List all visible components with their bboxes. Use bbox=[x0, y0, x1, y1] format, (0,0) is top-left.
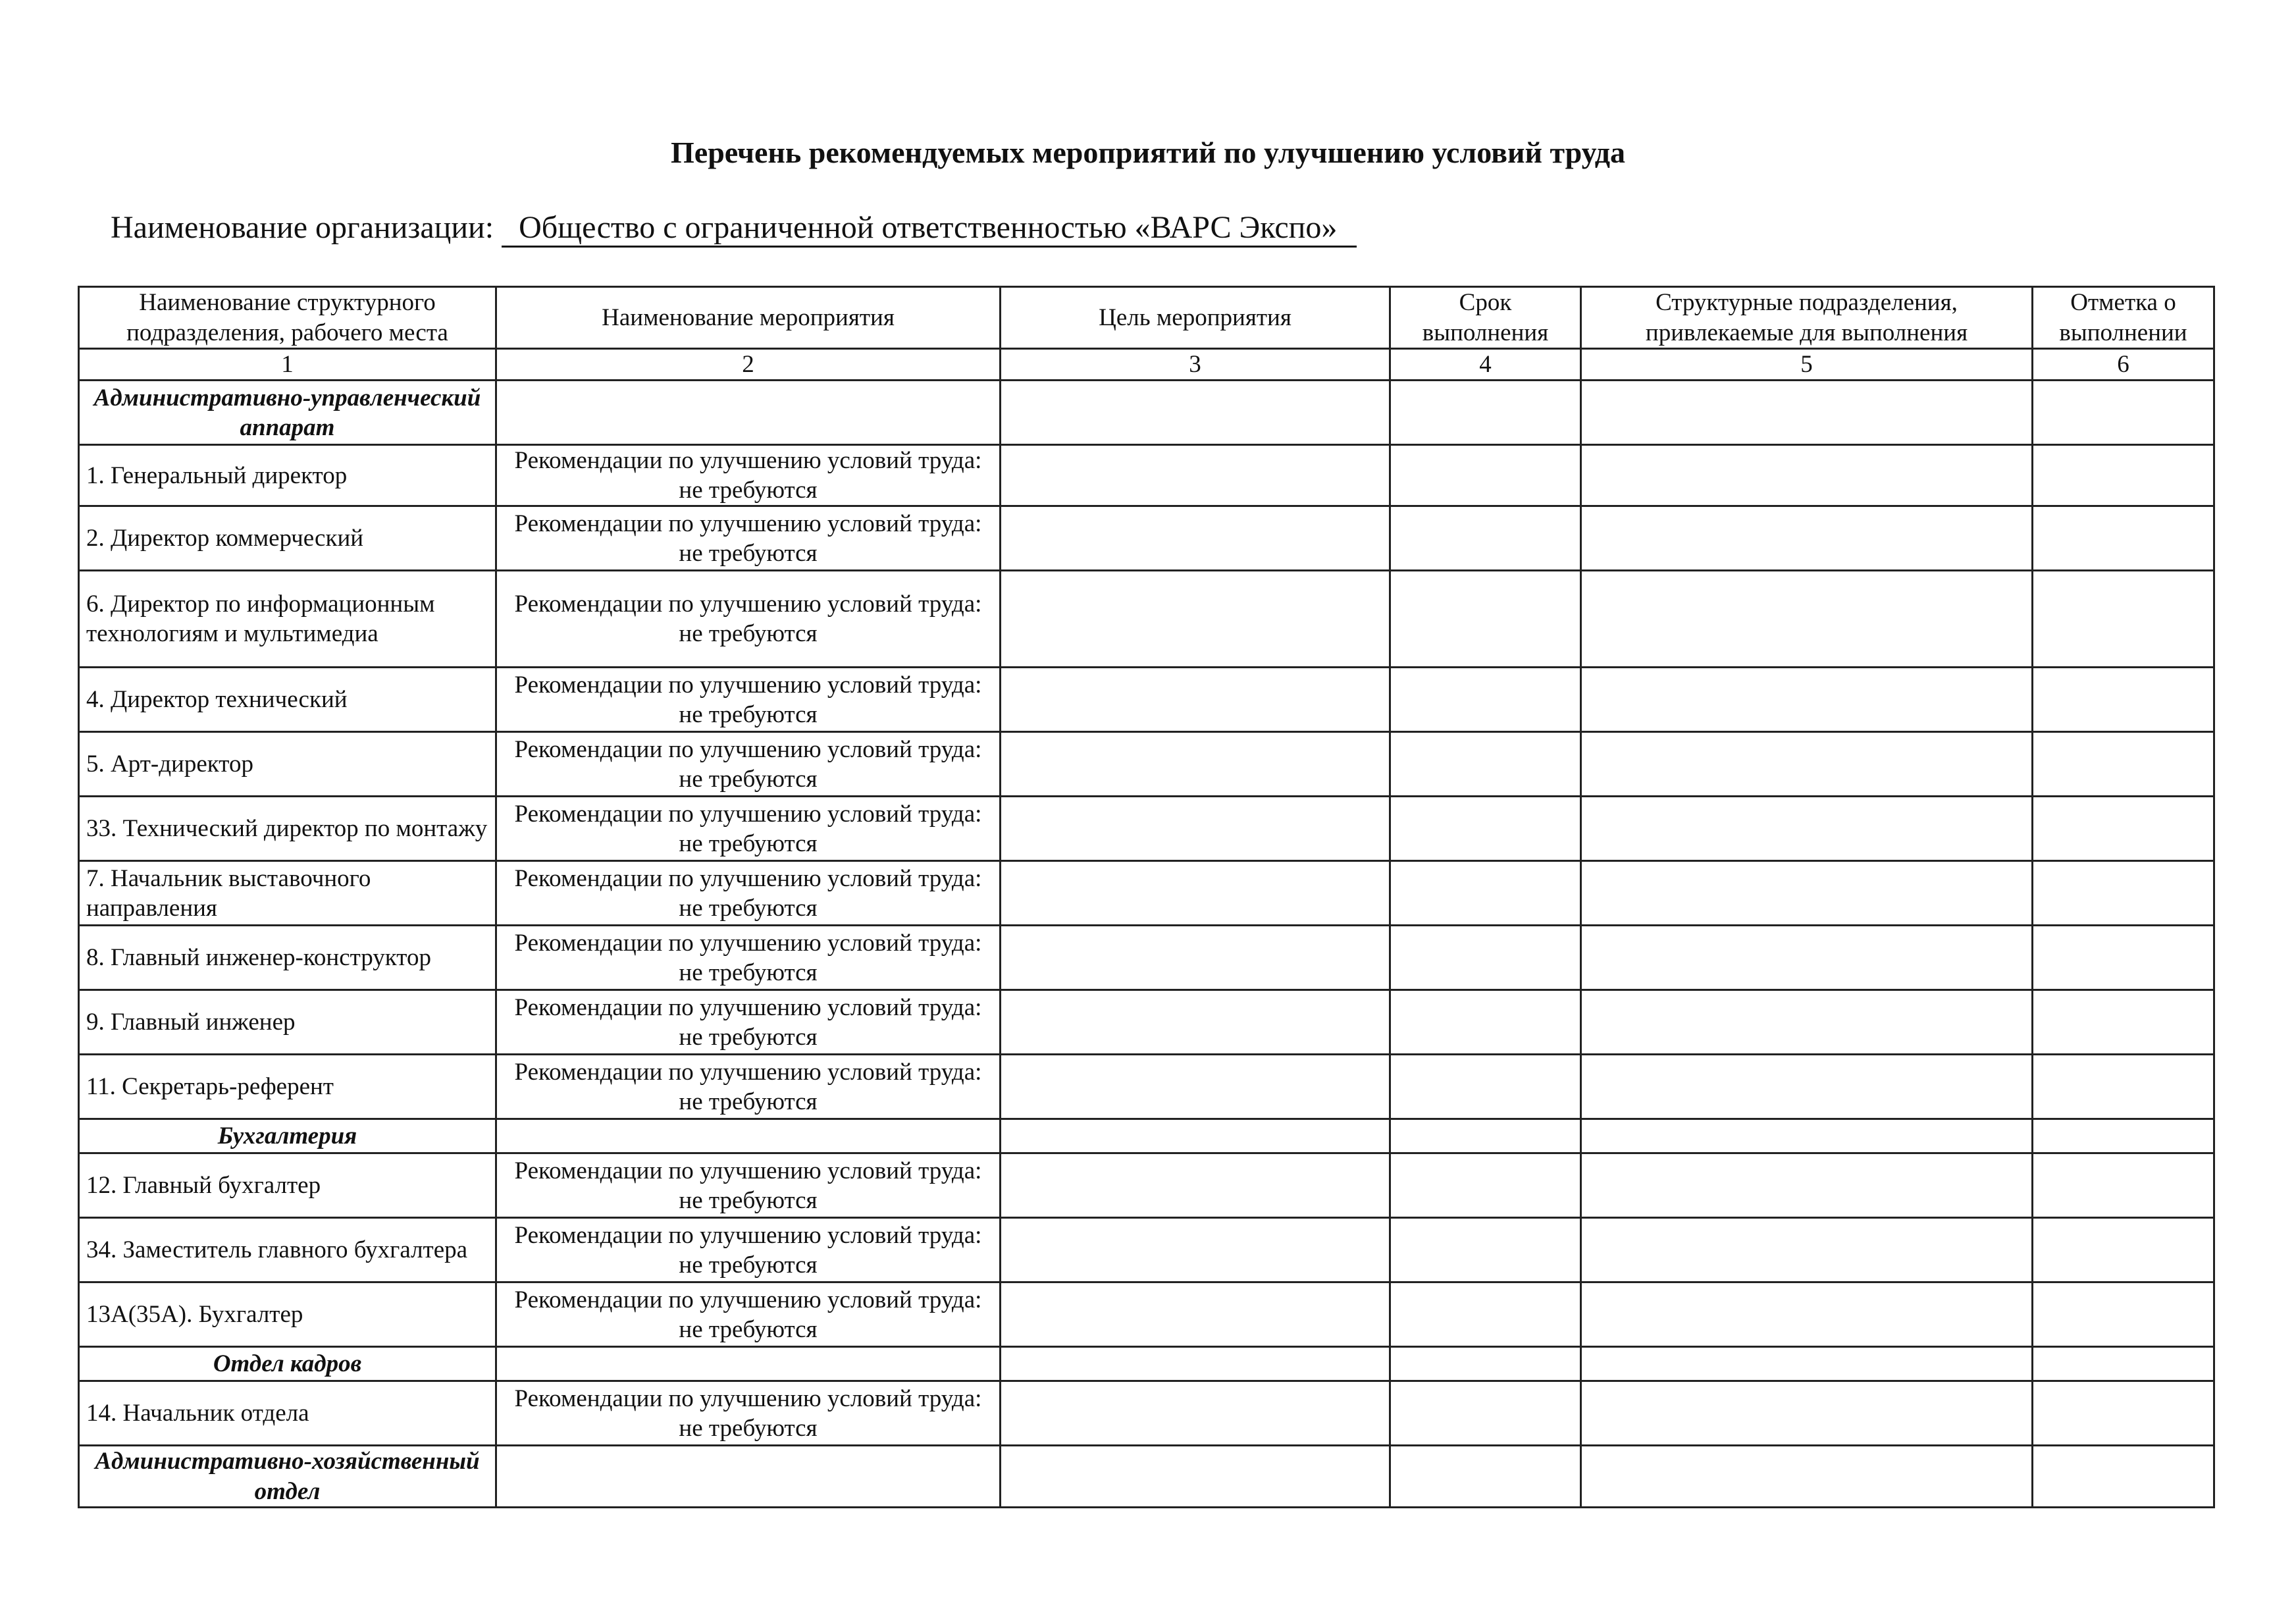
deadline-cell bbox=[1390, 1347, 1581, 1381]
column-number: 3 bbox=[1001, 349, 1390, 381]
position-name: 14. Начальник отдела bbox=[79, 1381, 496, 1446]
section-row bbox=[79, 1446, 2214, 1507]
activity-cell: Рекомендации по улучшению условий труда: не требуются bbox=[496, 1282, 1001, 1347]
deadline-cell bbox=[1390, 668, 1581, 732]
completion-mark-cell bbox=[2033, 1218, 2214, 1282]
table-row bbox=[79, 797, 2214, 861]
completion-mark-cell bbox=[2033, 1347, 2214, 1381]
header-cell: Отметка о выполнении bbox=[2033, 287, 2214, 349]
activity-cell: Рекомендации по улучшению условий труда: не требуются bbox=[496, 1055, 1001, 1119]
activity-cell: Рекомендации по улучшению условий труда: не требуются bbox=[496, 445, 1001, 506]
completion-mark-cell bbox=[2033, 1446, 2214, 1507]
deadline-cell bbox=[1390, 1446, 1581, 1507]
completion-mark-cell bbox=[2033, 861, 2214, 926]
departments-cell bbox=[1581, 506, 2033, 571]
document-title: Перечень рекомендуемых мероприятий по улучшению условий труда bbox=[671, 136, 1625, 169]
activity-cell bbox=[496, 1347, 1001, 1381]
section-name: Отдел кадров bbox=[79, 1347, 496, 1381]
activity-cell: Рекомендации по улучшению условий труда: не требуются bbox=[496, 797, 1001, 861]
activity-cell: Рекомендации по улучшению условий труда: не требуются bbox=[496, 926, 1001, 990]
activity-cell bbox=[496, 1119, 1001, 1153]
table-row bbox=[79, 668, 2214, 732]
activity-cell: Рекомендации по улучшению условий труда: не требуются bbox=[496, 668, 1001, 732]
table-row bbox=[79, 506, 2214, 571]
completion-mark-cell bbox=[2033, 668, 2214, 732]
header-cell: Цель мероприятия bbox=[1001, 287, 1390, 349]
position-name: 8. Главный инженер-конструктор bbox=[79, 926, 496, 990]
deadline-cell bbox=[1390, 1282, 1581, 1347]
deadline-cell bbox=[1390, 1218, 1581, 1282]
goal-cell bbox=[1001, 926, 1390, 990]
section-row bbox=[79, 1347, 2214, 1381]
position-name: 13А(35А). Бухгалтер bbox=[79, 1282, 496, 1347]
position-name: 5. Арт-директор bbox=[79, 732, 496, 797]
activity-cell: Рекомендации по улучшению условий труда: не требуются bbox=[496, 990, 1001, 1055]
position-name: 7. Начальник выставочного направления bbox=[79, 861, 496, 926]
header-cell: Наименование структурного подразделения, рабочего места bbox=[79, 287, 496, 349]
deadline-cell bbox=[1390, 926, 1581, 990]
completion-mark-cell bbox=[2033, 1282, 2214, 1347]
section-row bbox=[79, 381, 2214, 445]
departments-cell bbox=[1581, 1055, 2033, 1119]
header-cell: Структурные подразделения, привлекаемые для выполнения bbox=[1581, 287, 2033, 349]
departments-cell bbox=[1581, 732, 2033, 797]
section-name: Административно-управленческий аппарат bbox=[79, 381, 496, 445]
position-name: 2. Директор коммерческий bbox=[79, 506, 496, 571]
position-name: 1. Генеральный директор bbox=[79, 445, 496, 506]
goal-cell bbox=[1001, 1055, 1390, 1119]
goal-cell bbox=[1001, 381, 1390, 445]
goal-cell bbox=[1001, 445, 1390, 506]
activity-cell: Рекомендации по улучшению условий труда: не требуются bbox=[496, 732, 1001, 797]
departments-cell bbox=[1581, 668, 2033, 732]
header-cell: Срок выполнения bbox=[1390, 287, 1581, 349]
section-name: Административно-хозяйственный отдел bbox=[79, 1446, 496, 1507]
table-row bbox=[79, 732, 2214, 797]
table-row bbox=[79, 861, 2214, 926]
goal-cell bbox=[1001, 1282, 1390, 1347]
deadline-cell bbox=[1390, 381, 1581, 445]
position-name: 33. Технический директор по монтажу bbox=[79, 797, 496, 861]
goal-cell bbox=[1001, 732, 1390, 797]
goal-cell bbox=[1001, 990, 1390, 1055]
completion-mark-cell bbox=[2033, 797, 2214, 861]
deadline-cell bbox=[1390, 506, 1581, 571]
position-name: 11. Секретарь-референт bbox=[79, 1055, 496, 1119]
completion-mark-cell bbox=[2033, 1119, 2214, 1153]
goal-cell bbox=[1001, 1119, 1390, 1153]
table-row bbox=[79, 990, 2214, 1055]
position-name: 6. Директор по информационным технологиям и мультимедиа bbox=[79, 571, 496, 668]
departments-cell bbox=[1581, 445, 2033, 506]
deadline-cell bbox=[1390, 1055, 1581, 1119]
activity-cell: Рекомендации по улучшению условий труда: не требуются bbox=[496, 1153, 1001, 1218]
goal-cell bbox=[1001, 861, 1390, 926]
completion-mark-cell bbox=[2033, 732, 2214, 797]
table-row bbox=[79, 1153, 2214, 1218]
goal-cell bbox=[1001, 668, 1390, 732]
table-row bbox=[79, 1381, 2214, 1446]
deadline-cell bbox=[1390, 445, 1581, 506]
column-number-row bbox=[79, 349, 2214, 381]
deadline-cell bbox=[1390, 861, 1581, 926]
column-number: 5 bbox=[1581, 349, 2033, 381]
deadline-cell bbox=[1390, 1381, 1581, 1446]
departments-cell bbox=[1581, 797, 2033, 861]
completion-mark-cell bbox=[2033, 1055, 2214, 1119]
activity-cell: Рекомендации по улучшению условий труда: не требуются bbox=[496, 506, 1001, 571]
completion-mark-cell bbox=[2033, 506, 2214, 571]
goal-cell bbox=[1001, 1347, 1390, 1381]
departments-cell bbox=[1581, 1347, 2033, 1381]
goal-cell bbox=[1001, 506, 1390, 571]
departments-cell bbox=[1581, 381, 2033, 445]
deadline-cell bbox=[1390, 1153, 1581, 1218]
goal-cell bbox=[1001, 1381, 1390, 1446]
goal-cell bbox=[1001, 1153, 1390, 1218]
organization-name: Общество с ограниченной ответственностью «ВАРС Экспо» bbox=[502, 209, 1357, 248]
departments-cell bbox=[1581, 990, 2033, 1055]
completion-mark-cell bbox=[2033, 1153, 2214, 1218]
completion-mark-cell bbox=[2033, 1381, 2214, 1446]
goal-cell bbox=[1001, 571, 1390, 668]
table-row bbox=[79, 926, 2214, 990]
deadline-cell bbox=[1390, 797, 1581, 861]
activity-cell bbox=[496, 381, 1001, 445]
position-name: 12. Главный бухгалтер bbox=[79, 1153, 496, 1218]
completion-mark-cell bbox=[2033, 381, 2214, 445]
completion-mark-cell bbox=[2033, 571, 2214, 668]
deadline-cell bbox=[1390, 732, 1581, 797]
activity-cell: Рекомендации по улучшению условий труда: не требуются bbox=[496, 861, 1001, 926]
completion-mark-cell bbox=[2033, 926, 2214, 990]
activity-cell: Рекомендации по улучшению условий труда: не требуются bbox=[496, 571, 1001, 668]
completion-mark-cell bbox=[2033, 990, 2214, 1055]
goal-cell bbox=[1001, 1446, 1390, 1507]
table-row bbox=[79, 571, 2214, 668]
activity-cell: Рекомендации по улучшению условий труда: не требуются bbox=[496, 1218, 1001, 1282]
position-name: 4. Директор технический bbox=[79, 668, 496, 732]
position-name: 9. Главный инженер bbox=[79, 990, 496, 1055]
column-number: 4 bbox=[1390, 349, 1581, 381]
departments-cell bbox=[1581, 1381, 2033, 1446]
position-name: 34. Заместитель главного бухгалтера bbox=[79, 1218, 496, 1282]
column-number: 1 bbox=[79, 349, 496, 381]
activity-cell bbox=[496, 1446, 1001, 1507]
departments-cell bbox=[1581, 571, 2033, 668]
completion-mark-cell bbox=[2033, 445, 2214, 506]
table-row bbox=[79, 1282, 2214, 1347]
deadline-cell bbox=[1390, 571, 1581, 668]
departments-cell bbox=[1581, 1119, 2033, 1153]
organization-label: Наименование организации: bbox=[111, 210, 494, 245]
organization-line bbox=[111, 209, 1357, 248]
section-row bbox=[79, 1119, 2214, 1153]
goal-cell bbox=[1001, 1218, 1390, 1282]
header-row bbox=[79, 287, 2214, 349]
table-row bbox=[79, 1218, 2214, 1282]
activity-cell: Рекомендации по улучшению условий труда: не требуются bbox=[496, 1381, 1001, 1446]
measures-table bbox=[78, 286, 2215, 1508]
departments-cell bbox=[1581, 1282, 2033, 1347]
column-number: 2 bbox=[496, 349, 1001, 381]
departments-cell bbox=[1581, 861, 2033, 926]
deadline-cell bbox=[1390, 990, 1581, 1055]
table-row bbox=[79, 445, 2214, 506]
departments-cell bbox=[1581, 1218, 2033, 1282]
departments-cell bbox=[1581, 1446, 2033, 1507]
departments-cell bbox=[1581, 926, 2033, 990]
column-number: 6 bbox=[2033, 349, 2214, 381]
section-name: Бухгалтерия bbox=[79, 1119, 496, 1153]
table-row bbox=[79, 1055, 2214, 1119]
deadline-cell bbox=[1390, 1119, 1581, 1153]
departments-cell bbox=[1581, 1153, 2033, 1218]
header-cell: Наименование мероприятия bbox=[496, 287, 1001, 349]
goal-cell bbox=[1001, 797, 1390, 861]
